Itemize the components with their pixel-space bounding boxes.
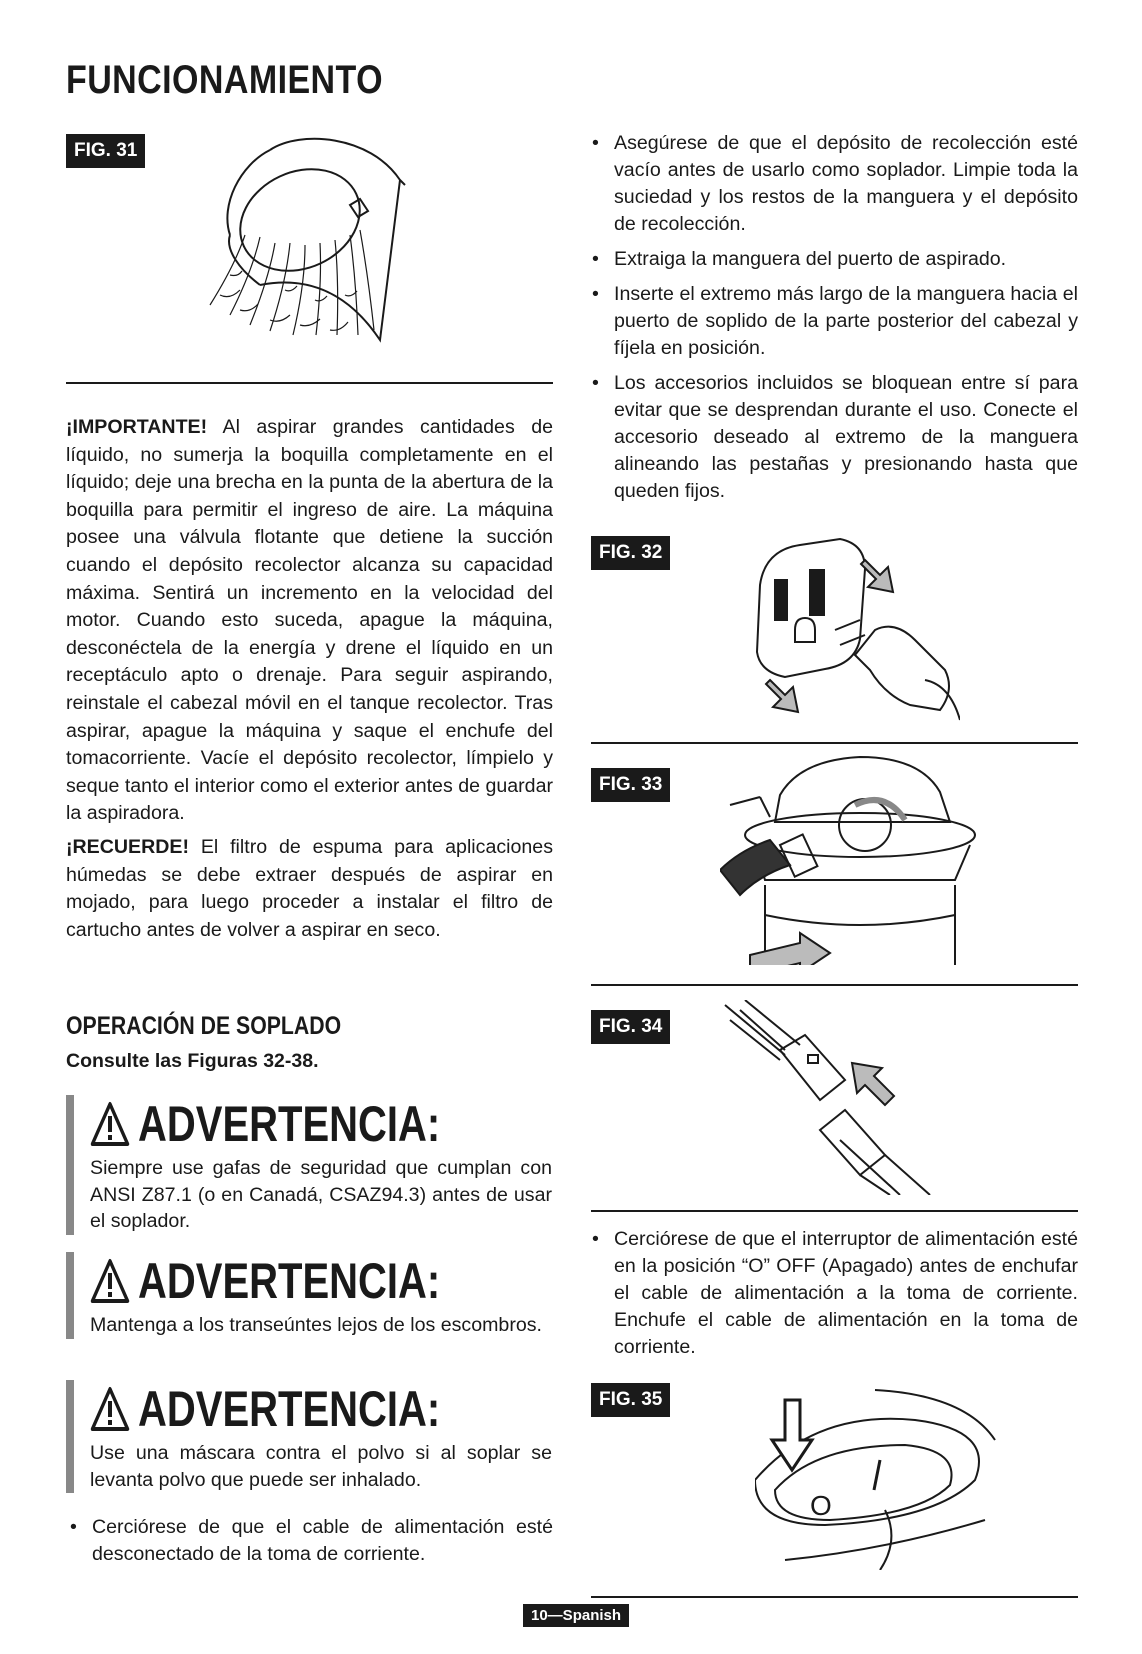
- warning-title-text: ADVERTENCIA:: [138, 1096, 441, 1152]
- fig-31-illustration: [200, 125, 440, 355]
- important-text: Al aspirar grandes cantidades de líquido, no sumerja la boquilla completamente en el líquido; deje una brecha en la punta de la abertura de la boquilla para permitir el ingreso de aire. La máquina posee una válvula flotante que detiene la succión cuando el depósito recolector alcanza su capacidad máxima. Sentirá un incremento en la velocidad del motor. Cuando esto suceda, apague la máquina, desconéctela de la energía y drene el líquido en un receptáculo apto o drenaje. Para seguir aspirando, reinstale el cabezal móvil en el tanque recolector. Tras aspirar, apague la máquina y saque el enchufe del tomacorriente. Vacíe el depósito recolector, límpielo y seque tanto el interior como el exterior antes de guardar la aspiradora.: [66, 416, 553, 825]
- left-column-text: [66, 414, 553, 950]
- list-item: • Cerciórese de que el interruptor de alimentación esté en la posición “O” OFF (Apagado) antes de enchufar el cable de alimentación a la toma de corriente. Enchufe el cable de alimentación en la toma de corriente.: [588, 1226, 1078, 1361]
- divider: [66, 382, 553, 384]
- warning-title: [90, 1252, 460, 1310]
- fig-32-label: FIG. 32: [591, 536, 670, 570]
- divider: [591, 1210, 1078, 1212]
- warning-triangle-icon: [90, 1101, 130, 1147]
- warning-text: Use una máscara contra el polvo si al soplar se levanta polvo que puede ser inhalado.: [90, 1442, 552, 1491]
- right-bullet-list-mid: [588, 1226, 1078, 1369]
- important-paragraph: [66, 414, 553, 828]
- fig-33-illustration: [720, 755, 1000, 965]
- fig-32-illustration: [740, 535, 960, 725]
- warning-title: [90, 1380, 460, 1438]
- fig-35-label: FIG. 35: [591, 1383, 670, 1417]
- fig-31-label: FIG. 31: [66, 134, 145, 168]
- remember-paragraph: [66, 834, 553, 944]
- page-number: 10—Spanish: [523, 1604, 629, 1627]
- section-subtitle: Consulte las Figuras 32-38.: [66, 1050, 319, 1072]
- important-label: ¡IMPORTANTE!: [66, 416, 208, 438]
- warning-title-text: ADVERTENCIA:: [138, 1381, 441, 1437]
- remember-text: El filtro de espuma para aplicaciones húmedas se debe extraer después de aspirar en mojado, para luego proceder a instalar el filtro de cartucho antes de volver a aspirar en seco.: [66, 835, 553, 941]
- divider: [591, 984, 1078, 986]
- fig-34-label: FIG. 34: [591, 1010, 670, 1044]
- remember-label: ¡RECUERDE!: [66, 835, 190, 858]
- divider: [591, 742, 1078, 744]
- page-title: FUNCIONAMIENTO: [66, 58, 383, 102]
- section-title: OPERACIÓN DE SOPLADO: [66, 1012, 342, 1040]
- list-item: • Inserte el extremo más largo de la manguera hacia el puerto de soplido de la parte posterior del cabezal y fíjela en posición.: [588, 281, 1078, 362]
- warning-title-text: ADVERTENCIA:: [138, 1253, 441, 1309]
- right-bullet-list-top: [588, 130, 1078, 513]
- warning-block-2: [66, 1252, 552, 1339]
- warning-text: Siempre use gafas de seguridad que cumplan con ANSI Z87.1 (o en Canadá, CSAZ94.3) antes de usar el soplador.: [90, 1157, 552, 1232]
- warning-title: [90, 1095, 460, 1153]
- svg-text:O: O: [810, 1490, 832, 1521]
- divider: [591, 1596, 1078, 1598]
- warning-text: Mantenga a los transeúntes lejos de los escombros.: [90, 1314, 542, 1336]
- left-bullet-list: [66, 1514, 553, 1576]
- fig-34-illustration: [720, 1000, 970, 1195]
- list-item: • Asegúrese de que el depósito de recolección esté vacío antes de usarlo como soplador. Limpie toda la suciedad y los restos de la manguera y el depósito de recolección.: [588, 130, 1078, 238]
- list-item: • Extraiga la manguera del puerto de aspirado.: [588, 246, 1078, 273]
- list-item: • Los accesorios incluidos se bloquean entre sí para evitar que se desprendan durante el uso. Conecte el accesorio deseado al extremo de la manguera alineando las pestañas y presionando hasta que queden fijos.: [588, 370, 1078, 505]
- list-item: • Cerciórese de que el cable de alimentación esté desconectado de la toma de corriente.: [66, 1514, 553, 1568]
- warning-triangle-icon: [90, 1386, 130, 1432]
- warning-triangle-icon: [90, 1258, 130, 1304]
- fig-33-label: FIG. 33: [591, 768, 670, 802]
- fig-35-illustration: [755, 1380, 1005, 1570]
- warning-block-3: [66, 1380, 552, 1493]
- warning-block-1: [66, 1095, 552, 1235]
